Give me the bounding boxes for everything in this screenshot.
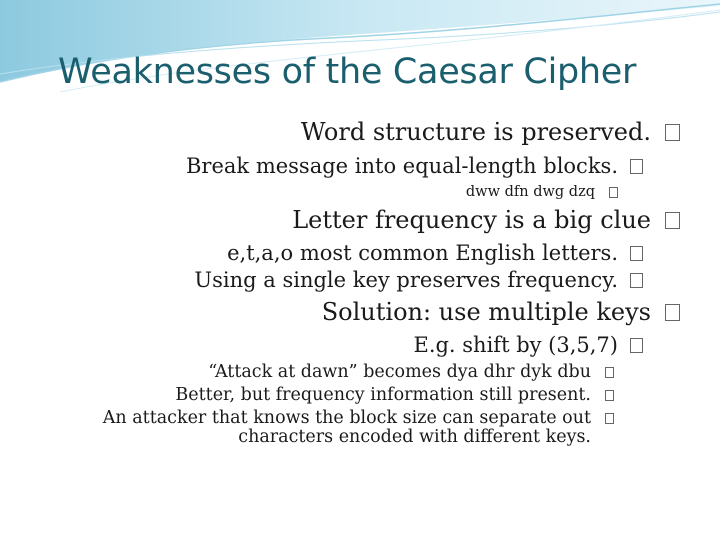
slide-title: Weaknesses of the Caesar Cipher — [58, 52, 637, 92]
bullet-icon — [630, 273, 643, 288]
bullet-level1 — [322, 298, 680, 326]
bullet-level2 — [194, 268, 643, 292]
bullet-icon — [605, 367, 614, 378]
bullet-level1 — [301, 118, 680, 146]
bullet-icon — [630, 338, 643, 353]
bullet-text: Letter frequency is a big clue — [292, 206, 651, 234]
bullet-text: Word structure is preserved. — [300, 118, 651, 146]
bullet-text: Break message into equal-length blocks. — [186, 154, 618, 178]
bullet-text: E.g. shift by (3,5,7) — [413, 333, 618, 357]
bullet-icon — [665, 124, 680, 141]
bullet-text: Better, but frequency information still present. — [175, 385, 591, 405]
bullet-icon — [630, 159, 643, 174]
bullet-text: Solution: use multiple keys — [321, 298, 651, 326]
bullet-level2 — [413, 333, 643, 357]
bullet-text: dww dfn dwg dzq — [465, 184, 595, 200]
bullet-level1 — [292, 206, 680, 234]
bullet-text: e,t,a,o most common English letters. — [227, 241, 618, 265]
bullet-icon — [665, 304, 680, 321]
bullet-icon — [665, 212, 680, 229]
bullet-level3 — [175, 385, 614, 405]
bullet-level2 — [227, 241, 643, 265]
bullet-text: characters encoded with different keys. — [238, 427, 591, 447]
bullet-level3 — [208, 362, 614, 382]
bullet-level3 — [103, 408, 614, 428]
bullet-text: Using a single key preserves frequency. — [194, 268, 618, 292]
bullet-icon — [605, 413, 614, 424]
bullet-level3 — [466, 184, 618, 200]
bullet-text: An attacker that knows the block size can separate out — [102, 408, 591, 428]
bullet-icon — [605, 390, 614, 401]
bullet-icon — [630, 246, 643, 261]
bullet-continuation — [238, 427, 591, 447]
bullet-icon — [609, 187, 618, 198]
bullet-level2 — [186, 154, 643, 178]
bullet-text: “Attack at dawn” becomes dya dhr dyk dbu — [208, 362, 591, 382]
